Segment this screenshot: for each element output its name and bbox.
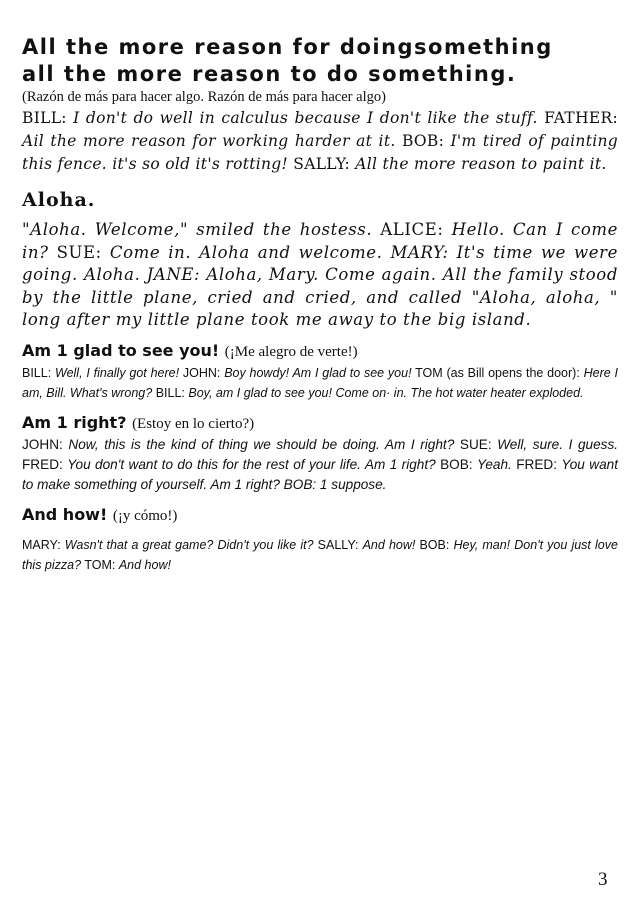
speaker-label: FATHER: xyxy=(544,109,618,127)
speaker-label: ALICE: xyxy=(380,220,444,239)
speaker-label: BILL: xyxy=(22,109,67,127)
dialogue-text: And how! xyxy=(362,537,416,552)
speaker-label: FRED: xyxy=(22,456,63,472)
dialogue-text: And how! xyxy=(118,557,171,572)
dialogue-text: You want to make something of yourself. Am 1 right? BOB: 1 suppose. xyxy=(22,456,618,492)
entry-dialogue xyxy=(22,535,618,575)
speaker-label: BOB: xyxy=(419,537,450,552)
dialogue-text: Now, this is the kind of thing we should be doing. Am I right? xyxy=(68,436,455,452)
entry-translation: (¡y cómo!) xyxy=(112,507,178,524)
dialogue-text: Boy, am I glad to see you! Come on· in. The hot water heater exploded. xyxy=(188,385,584,400)
entry-heading-line-1: All the more reason for doingsomething xyxy=(22,35,553,59)
dialogue-text: Well, sure. I guess. xyxy=(497,436,619,452)
page-content xyxy=(22,34,618,575)
page-number: 3 xyxy=(598,869,608,890)
entry-aloha xyxy=(22,188,618,332)
dialogue-text: You don't want to do this for the rest of your life. Am 1 right? xyxy=(67,456,436,472)
entry-am-i-right xyxy=(22,412,618,495)
dialogue-text: Boy howdy! Am I glad to see you! xyxy=(224,365,412,380)
speaker-label: BILL: xyxy=(22,365,52,380)
entry-all-the-more-reason xyxy=(22,34,618,176)
entry-heading: Am 1 glad to see you! xyxy=(22,340,220,360)
speaker-label: BOB: xyxy=(401,132,445,150)
dialogue-text: Yeah. xyxy=(477,456,512,472)
speaker-label: JOHN: xyxy=(182,365,221,380)
entry-dialogue xyxy=(22,363,618,403)
entry-heading-row xyxy=(22,504,618,527)
entry-heading-row xyxy=(22,412,618,435)
speaker-label: SUE: xyxy=(459,436,492,452)
speaker-label: SALLY: xyxy=(317,537,359,552)
entry-translation: (Razón de más para hacer algo. Razón de más para hacer algo) xyxy=(22,89,386,105)
dialogue-text: Wasn't that a great game? Didn't you like it? xyxy=(64,537,314,552)
entry-heading: Aloha. xyxy=(22,189,96,211)
dialogue-text: All the more reason to paint it. xyxy=(355,155,607,173)
entry-heading-line-2: all the more reason to do something. xyxy=(22,62,517,86)
entry-heading-row xyxy=(22,340,618,363)
speaker-label: BOB: xyxy=(440,456,473,472)
dialogue-text: Hey, man! Don't you just love this pizza? xyxy=(22,537,618,572)
entry-translation: (Estoy en lo cierto?) xyxy=(132,415,255,432)
speaker-label: SALLY: xyxy=(293,155,351,173)
dialogue-text: Here I am, Bill. What's wrong? xyxy=(22,365,618,400)
entry-dialogue xyxy=(22,107,618,176)
entry-heading: And how! xyxy=(22,504,108,524)
dialogue-text: Ail the more reason for working harder at it. xyxy=(22,132,396,150)
speaker-label: JOHN: xyxy=(22,436,63,452)
entry-and-how xyxy=(22,504,618,575)
speaker-label: FRED: xyxy=(516,456,557,472)
entry-heading: Am 1 right? xyxy=(22,412,127,432)
entry-dialogue xyxy=(22,435,618,495)
dialogue-text: Hello. Can I come in? xyxy=(22,220,618,262)
speaker-label: BILL: xyxy=(155,385,185,400)
dialogue-text: I don't do well in calculus because I don't like the stuff. xyxy=(73,109,538,127)
entry-dialogue xyxy=(22,219,618,332)
dialogue-text: Come in. Aloha and welcome. MARY: It's time we were going. Aloha. JANE: Aloha, Mary. Come again. All the family stood by the little plane, cried and cried, and called "Aloha, aloha, " long after my little plane took me away to the big island. xyxy=(22,242,618,329)
speaker-label: SUE: xyxy=(56,242,102,262)
dialogue-text: I'm tired of painting this fence. it's so old it's rotting! xyxy=(22,132,618,173)
entry-am-i-glad xyxy=(22,340,618,403)
dialogue-text: Well, I finally got here! xyxy=(55,365,180,380)
entry-translation: (¡Me alegro de verte!) xyxy=(224,343,358,360)
speaker-label: TOM: xyxy=(84,557,116,572)
dialogue-text: "Aloha. Welcome," smiled the hostess. xyxy=(22,220,373,239)
speaker-label: MARY: xyxy=(22,537,61,552)
speaker-label: TOM (as Bill opens the door): xyxy=(415,365,580,380)
